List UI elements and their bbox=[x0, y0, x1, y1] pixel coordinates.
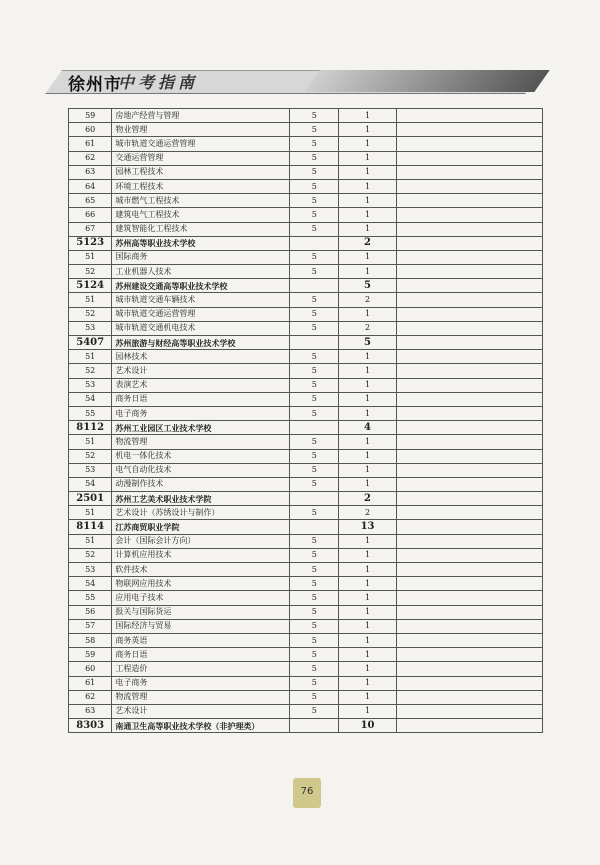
row-count: 1 bbox=[339, 364, 396, 378]
row-count: 1 bbox=[339, 137, 396, 151]
row-remark bbox=[396, 591, 542, 605]
row-count: 1 bbox=[339, 109, 396, 123]
enrollment-table bbox=[68, 108, 543, 733]
table-row bbox=[69, 477, 543, 491]
row-code: 63 bbox=[69, 704, 112, 718]
row-code: 51 bbox=[69, 534, 112, 548]
row-years: 5 bbox=[290, 109, 339, 123]
table-row bbox=[69, 123, 543, 137]
row-remark bbox=[396, 421, 542, 435]
row-years: 5 bbox=[290, 605, 339, 619]
row-count: 13 bbox=[339, 520, 396, 534]
row-remark bbox=[396, 250, 542, 264]
row-name: 机电一体化技术 bbox=[112, 449, 290, 463]
row-count: 1 bbox=[339, 378, 396, 392]
row-code: 51 bbox=[69, 350, 112, 364]
row-name: 物流管理 bbox=[112, 690, 290, 704]
row-count: 1 bbox=[339, 165, 396, 179]
row-remark bbox=[396, 463, 542, 477]
row-years: 5 bbox=[290, 548, 339, 562]
row-count: 2 bbox=[339, 321, 396, 335]
row-remark bbox=[396, 208, 542, 222]
row-code: 8112 bbox=[69, 421, 112, 435]
row-count: 1 bbox=[339, 208, 396, 222]
row-remark bbox=[396, 236, 542, 250]
row-code: 53 bbox=[69, 563, 112, 577]
table-row bbox=[69, 364, 543, 378]
table-row bbox=[69, 151, 543, 165]
row-name: 工程造价 bbox=[112, 662, 290, 676]
row-years: 5 bbox=[290, 179, 339, 193]
row-count: 1 bbox=[339, 676, 396, 690]
row-name: 园林工程技术 bbox=[112, 165, 290, 179]
header-subtitle: 中考指南 bbox=[118, 73, 199, 92]
row-years: 5 bbox=[290, 662, 339, 676]
row-remark bbox=[396, 548, 542, 562]
row-name: 电子商务 bbox=[112, 406, 290, 420]
row-remark bbox=[396, 293, 542, 307]
row-years: 5 bbox=[290, 378, 339, 392]
row-years: 5 bbox=[290, 307, 339, 321]
row-remark bbox=[396, 222, 542, 236]
row-years bbox=[290, 492, 339, 506]
table-row bbox=[69, 506, 543, 520]
row-count: 1 bbox=[339, 350, 396, 364]
row-years: 5 bbox=[290, 392, 339, 406]
row-count: 10 bbox=[339, 719, 396, 733]
row-code: 5124 bbox=[69, 279, 112, 293]
row-years: 5 bbox=[290, 208, 339, 222]
row-years bbox=[290, 236, 339, 250]
row-code: 52 bbox=[69, 548, 112, 562]
row-count: 1 bbox=[339, 463, 396, 477]
row-remark bbox=[396, 619, 542, 633]
row-name: 园林技术 bbox=[112, 350, 290, 364]
row-count: 1 bbox=[339, 704, 396, 718]
row-code: 63 bbox=[69, 165, 112, 179]
table-row bbox=[69, 463, 543, 477]
school-row bbox=[69, 719, 543, 733]
row-code: 51 bbox=[69, 293, 112, 307]
table-row bbox=[69, 662, 543, 676]
page-header bbox=[62, 66, 552, 96]
school-row bbox=[69, 492, 543, 506]
row-code: 8114 bbox=[69, 520, 112, 534]
row-code: 57 bbox=[69, 619, 112, 633]
table-row bbox=[69, 563, 543, 577]
row-code: 52 bbox=[69, 307, 112, 321]
row-code: 67 bbox=[69, 222, 112, 236]
row-name: 城市轨道交通车辆技术 bbox=[112, 293, 290, 307]
row-code: 62 bbox=[69, 690, 112, 704]
row-count: 1 bbox=[339, 151, 396, 165]
row-code: 60 bbox=[69, 123, 112, 137]
row-count: 2 bbox=[339, 506, 396, 520]
table-row bbox=[69, 293, 543, 307]
row-name: 城市轨道交通运营管理 bbox=[112, 137, 290, 151]
row-name: 苏州高等职业技术学校 bbox=[112, 236, 290, 250]
row-count: 1 bbox=[339, 662, 396, 676]
row-count: 1 bbox=[339, 648, 396, 662]
table-row bbox=[69, 591, 543, 605]
table-row bbox=[69, 534, 543, 548]
row-remark bbox=[396, 378, 542, 392]
row-years: 5 bbox=[290, 506, 339, 520]
row-code: 60 bbox=[69, 662, 112, 676]
row-remark bbox=[396, 633, 542, 647]
row-remark bbox=[396, 165, 542, 179]
row-remark bbox=[396, 151, 542, 165]
row-name: 艺术设计 bbox=[112, 364, 290, 378]
row-years: 5 bbox=[290, 123, 339, 137]
row-code: 52 bbox=[69, 364, 112, 378]
row-remark bbox=[396, 704, 542, 718]
row-count: 1 bbox=[339, 563, 396, 577]
row-remark bbox=[396, 520, 542, 534]
row-name: 应用电子技术 bbox=[112, 591, 290, 605]
row-years: 5 bbox=[290, 690, 339, 704]
row-count: 1 bbox=[339, 534, 396, 548]
row-years: 5 bbox=[290, 534, 339, 548]
table-row bbox=[69, 605, 543, 619]
row-years: 5 bbox=[290, 435, 339, 449]
row-remark bbox=[396, 123, 542, 137]
row-remark bbox=[396, 392, 542, 406]
row-code: 51 bbox=[69, 435, 112, 449]
row-remark bbox=[396, 605, 542, 619]
row-remark bbox=[396, 719, 542, 733]
row-code: 61 bbox=[69, 137, 112, 151]
row-code: 66 bbox=[69, 208, 112, 222]
row-name: 商务英语 bbox=[112, 633, 290, 647]
row-remark bbox=[396, 449, 542, 463]
table-row bbox=[69, 619, 543, 633]
school-row bbox=[69, 236, 543, 250]
row-remark bbox=[396, 179, 542, 193]
row-years: 5 bbox=[290, 563, 339, 577]
row-count: 1 bbox=[339, 194, 396, 208]
row-name: 商务日语 bbox=[112, 392, 290, 406]
row-remark bbox=[396, 534, 542, 548]
table-row bbox=[69, 194, 543, 208]
row-count: 1 bbox=[339, 690, 396, 704]
table-row bbox=[69, 648, 543, 662]
row-remark bbox=[396, 137, 542, 151]
row-code: 52 bbox=[69, 265, 112, 279]
row-name: 物业管理 bbox=[112, 123, 290, 137]
row-name: 软件技术 bbox=[112, 563, 290, 577]
row-name: 物联网应用技术 bbox=[112, 577, 290, 591]
table-row bbox=[69, 633, 543, 647]
row-name: 城市轨道交通运营管理 bbox=[112, 307, 290, 321]
header-gradient bbox=[304, 70, 549, 92]
row-name: 国际商务 bbox=[112, 250, 290, 264]
table-row bbox=[69, 208, 543, 222]
row-code: 54 bbox=[69, 477, 112, 491]
row-remark bbox=[396, 307, 542, 321]
row-code: 53 bbox=[69, 463, 112, 477]
row-remark bbox=[396, 577, 542, 591]
row-years: 5 bbox=[290, 137, 339, 151]
table-row bbox=[69, 392, 543, 406]
row-remark bbox=[396, 435, 542, 449]
row-count: 2 bbox=[339, 236, 396, 250]
row-name: 电气自动化技术 bbox=[112, 463, 290, 477]
row-name: 电子商务 bbox=[112, 676, 290, 690]
row-name: 苏州旅游与财经高等职业技术学校 bbox=[112, 336, 290, 350]
row-name: 南通卫生高等职业技术学校（非护理类） bbox=[112, 719, 290, 733]
row-name: 江苏商贸职业学院 bbox=[112, 520, 290, 534]
row-name: 计算机应用技术 bbox=[112, 548, 290, 562]
row-count: 5 bbox=[339, 336, 396, 350]
table-row bbox=[69, 222, 543, 236]
row-code: 5407 bbox=[69, 336, 112, 350]
row-years: 5 bbox=[290, 463, 339, 477]
row-count: 1 bbox=[339, 449, 396, 463]
table-row bbox=[69, 435, 543, 449]
row-remark bbox=[396, 506, 542, 520]
row-remark bbox=[396, 492, 542, 506]
row-count: 1 bbox=[339, 123, 396, 137]
row-name: 房地产经营与管理 bbox=[112, 109, 290, 123]
row-code: 61 bbox=[69, 676, 112, 690]
row-years: 5 bbox=[290, 265, 339, 279]
row-years: 5 bbox=[290, 591, 339, 605]
row-code: 53 bbox=[69, 321, 112, 335]
row-code: 59 bbox=[69, 648, 112, 662]
row-years: 5 bbox=[290, 350, 339, 364]
table-row bbox=[69, 704, 543, 718]
row-count: 1 bbox=[339, 222, 396, 236]
row-name: 苏州工业园区工业技术学校 bbox=[112, 421, 290, 435]
row-years: 5 bbox=[290, 648, 339, 662]
row-count: 4 bbox=[339, 421, 396, 435]
row-years: 5 bbox=[290, 194, 339, 208]
row-remark bbox=[396, 676, 542, 690]
row-years bbox=[290, 719, 339, 733]
row-years: 5 bbox=[290, 449, 339, 463]
row-remark bbox=[396, 364, 542, 378]
table-row bbox=[69, 577, 543, 591]
row-years bbox=[290, 421, 339, 435]
table-row bbox=[69, 165, 543, 179]
table-row bbox=[69, 307, 543, 321]
row-years: 5 bbox=[290, 406, 339, 420]
row-remark bbox=[396, 662, 542, 676]
row-years: 5 bbox=[290, 633, 339, 647]
row-years: 5 bbox=[290, 250, 339, 264]
row-remark bbox=[396, 279, 542, 293]
row-code: 55 bbox=[69, 406, 112, 420]
table-row bbox=[69, 350, 543, 364]
row-remark bbox=[396, 477, 542, 491]
table-row bbox=[69, 137, 543, 151]
row-count: 1 bbox=[339, 633, 396, 647]
row-name: 交通运营管理 bbox=[112, 151, 290, 165]
row-remark bbox=[396, 690, 542, 704]
row-count: 1 bbox=[339, 406, 396, 420]
row-name: 工业机器人技术 bbox=[112, 265, 290, 279]
school-row bbox=[69, 520, 543, 534]
header-city: 徐州市 bbox=[68, 75, 122, 95]
row-years bbox=[290, 336, 339, 350]
row-name: 城市燃气工程技术 bbox=[112, 194, 290, 208]
row-remark bbox=[396, 350, 542, 364]
table-row bbox=[69, 179, 543, 193]
table-row bbox=[69, 676, 543, 690]
row-code: 5123 bbox=[69, 236, 112, 250]
table-row bbox=[69, 449, 543, 463]
row-count: 1 bbox=[339, 265, 396, 279]
row-code: 51 bbox=[69, 250, 112, 264]
row-years: 5 bbox=[290, 619, 339, 633]
row-code: 59 bbox=[69, 109, 112, 123]
row-code: 53 bbox=[69, 378, 112, 392]
row-code: 54 bbox=[69, 577, 112, 591]
row-years: 5 bbox=[290, 477, 339, 491]
table-row bbox=[69, 548, 543, 562]
row-years bbox=[290, 279, 339, 293]
row-years: 5 bbox=[290, 364, 339, 378]
table-row bbox=[69, 321, 543, 335]
row-count: 1 bbox=[339, 577, 396, 591]
row-remark bbox=[396, 406, 542, 420]
row-name: 动漫制作技术 bbox=[112, 477, 290, 491]
row-code: 58 bbox=[69, 633, 112, 647]
row-count: 1 bbox=[339, 435, 396, 449]
row-years: 5 bbox=[290, 165, 339, 179]
row-name: 商务日语 bbox=[112, 648, 290, 662]
row-count: 1 bbox=[339, 619, 396, 633]
row-code: 55 bbox=[69, 591, 112, 605]
row-count: 5 bbox=[339, 279, 396, 293]
row-name: 物流管理 bbox=[112, 435, 290, 449]
row-remark bbox=[396, 265, 542, 279]
table-row bbox=[69, 406, 543, 420]
table-row bbox=[69, 690, 543, 704]
row-years: 5 bbox=[290, 222, 339, 236]
row-name: 表演艺术 bbox=[112, 378, 290, 392]
row-count: 1 bbox=[339, 250, 396, 264]
row-remark bbox=[396, 109, 542, 123]
row-code: 56 bbox=[69, 605, 112, 619]
row-years: 5 bbox=[290, 321, 339, 335]
row-count: 1 bbox=[339, 179, 396, 193]
row-years: 5 bbox=[290, 704, 339, 718]
row-remark bbox=[396, 563, 542, 577]
row-remark bbox=[396, 648, 542, 662]
page-number: 76 bbox=[300, 786, 314, 797]
table-row bbox=[69, 378, 543, 392]
row-name: 建筑电气工程技术 bbox=[112, 208, 290, 222]
row-code: 62 bbox=[69, 151, 112, 165]
row-years: 5 bbox=[290, 293, 339, 307]
row-count: 1 bbox=[339, 591, 396, 605]
row-code: 54 bbox=[69, 392, 112, 406]
row-code: 65 bbox=[69, 194, 112, 208]
row-years: 5 bbox=[290, 676, 339, 690]
row-name: 艺术设计（苏绣设计与制作） bbox=[112, 506, 290, 520]
row-name: 苏州工艺美术职业技术学院 bbox=[112, 492, 290, 506]
row-name: 艺术设计 bbox=[112, 704, 290, 718]
row-count: 1 bbox=[339, 548, 396, 562]
row-remark bbox=[396, 321, 542, 335]
school-row bbox=[69, 336, 543, 350]
row-name: 会计（国际会计方向） bbox=[112, 534, 290, 548]
row-code: 64 bbox=[69, 179, 112, 193]
table-row bbox=[69, 265, 543, 279]
row-count: 1 bbox=[339, 605, 396, 619]
row-code: 2501 bbox=[69, 492, 112, 506]
row-count: 1 bbox=[339, 307, 396, 321]
row-name: 环境工程技术 bbox=[112, 179, 290, 193]
row-years bbox=[290, 520, 339, 534]
row-name: 城市轨道交通机电技术 bbox=[112, 321, 290, 335]
row-name: 报关与国际货运 bbox=[112, 605, 290, 619]
table-row bbox=[69, 250, 543, 264]
school-row bbox=[69, 421, 543, 435]
row-years: 5 bbox=[290, 151, 339, 165]
row-remark bbox=[396, 194, 542, 208]
table-row bbox=[69, 109, 543, 123]
row-remark bbox=[396, 336, 542, 350]
row-count: 2 bbox=[339, 492, 396, 506]
row-years: 5 bbox=[290, 577, 339, 591]
school-row bbox=[69, 279, 543, 293]
row-code: 52 bbox=[69, 449, 112, 463]
row-count: 2 bbox=[339, 293, 396, 307]
row-name: 建筑智能化工程技术 bbox=[112, 222, 290, 236]
row-count: 1 bbox=[339, 392, 396, 406]
row-count: 1 bbox=[339, 477, 396, 491]
row-code: 51 bbox=[69, 506, 112, 520]
row-name: 国际经济与贸易 bbox=[112, 619, 290, 633]
row-name: 苏州建设交通高等职业技术学校 bbox=[112, 279, 290, 293]
row-code: 8303 bbox=[69, 719, 112, 733]
